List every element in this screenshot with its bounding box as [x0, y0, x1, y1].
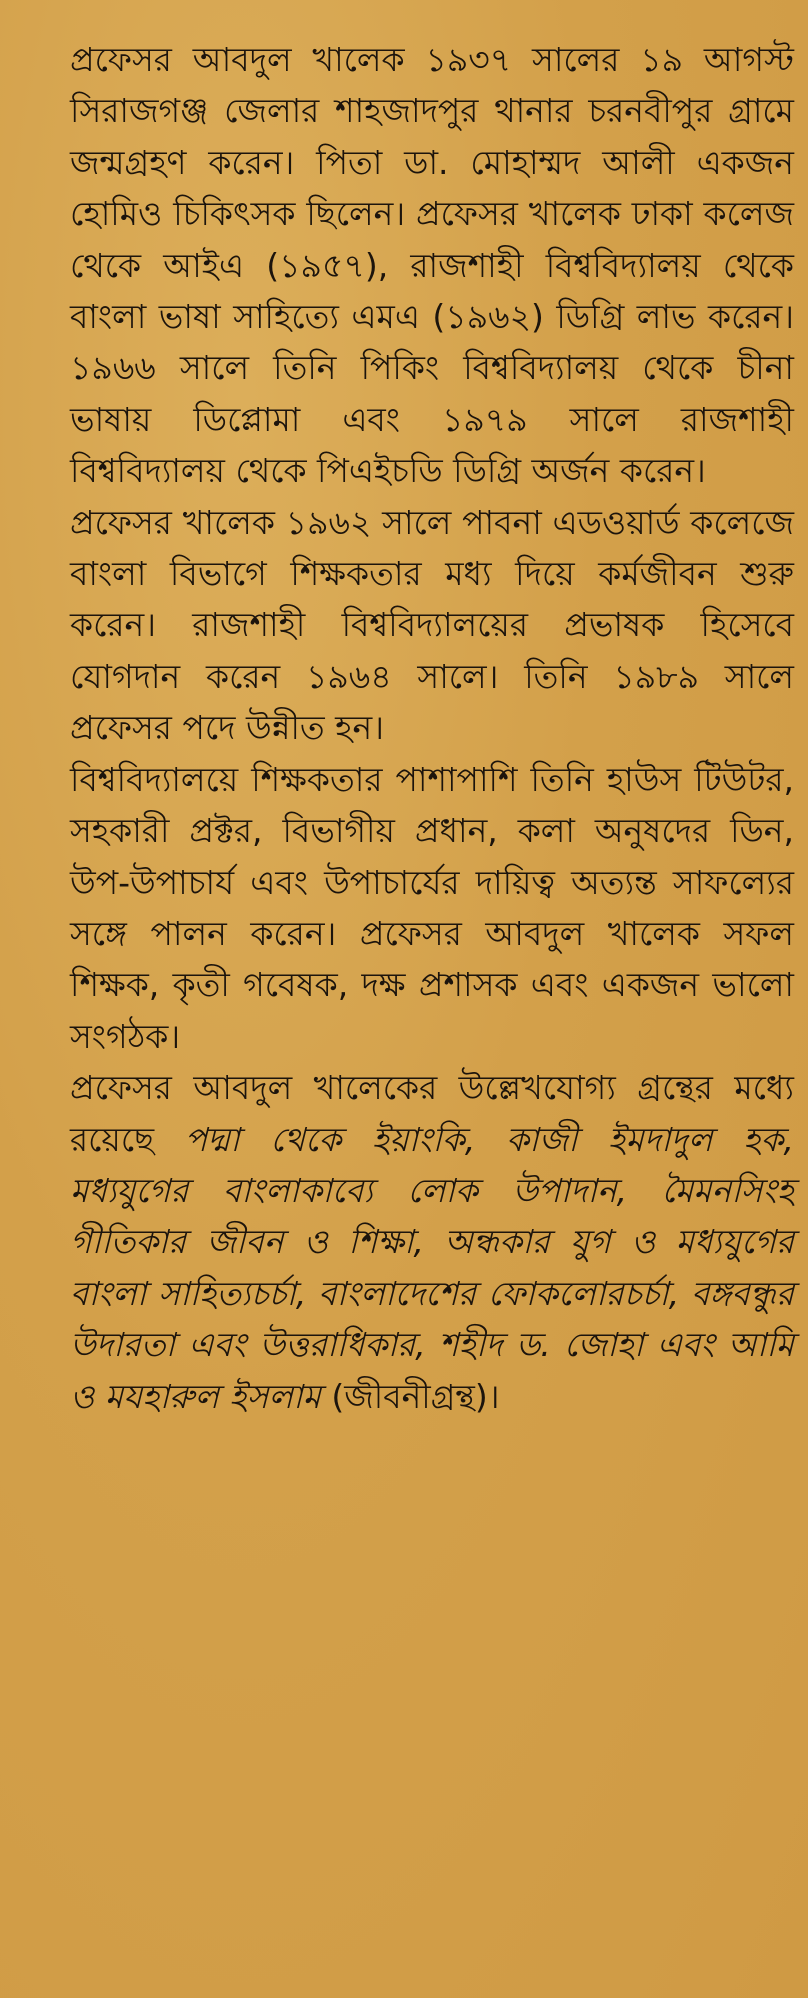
- separator: ,: [295, 1273, 319, 1313]
- book-title: বঙ্গবন্ধুর উদারতা এবং উত্তরাধিকার: [70, 1273, 795, 1365]
- book-title: পদ্মা থেকে ইয়াংকি: [184, 1119, 465, 1159]
- book-title: অন্ধকার যুগ ও মধ্যযুগের বাংলা সাহিত্যচর্চা: [70, 1222, 795, 1313]
- book-title: কাজী ইমদাদুল হক: [505, 1119, 784, 1159]
- separator: ,: [616, 1170, 662, 1210]
- separator: ,: [783, 1119, 794, 1159]
- book-title: মধ্যযুগের বাংলাকাব্যে লোক উপাদান: [70, 1170, 617, 1210]
- administration-paragraph: বিশ্ববিদ্যালয়ে শিক্ষকতার পাশাপাশি তিনি হাউস টিউটর, সহকারী প্রক্টর, বিভাগীয় প্রধান, কলা অনুষদের ডিন, উপ-উপাচার্য এবং উপাচার্যের দায়িত্ব অত্যন্ত সাফল্যের সঙ্গে পালন করেন। প্রফেসর আবদুল খালেক সফল শিক্ষক, কৃতী গবেষক, দক্ষ প্রশাসক এবং একজন ভালো সংগঠক।: [70, 759, 794, 1056]
- books-paragraph: [70, 1062, 794, 1422]
- separator: ,: [413, 1222, 445, 1262]
- separator: ,: [464, 1119, 506, 1159]
- career-paragraph: প্রফেসর খালেক ১৯৬২ সালে পাবনা এডওয়ার্ড কলেজে বাংলা বিভাগে শিক্ষকতার মধ্য দিয়ে কর্মজীবন শুরু করেন। রাজশাহী বিশ্ববিদ্যালয়ের প্রভাষক হিসেবে যোগদান করেন ১৯৬৪ সালে। তিনি ১৯৮৯ সালে প্রফেসর পদে উন্নীত হন।: [70, 502, 794, 748]
- separator: ,: [415, 1325, 439, 1365]
- book-title: বাংলাদেশের ফোকলোরচর্চা: [318, 1273, 669, 1313]
- book-title: মৈমনসিংহ গীতিকার জীবন ও শিক্ষা: [70, 1170, 794, 1262]
- books-tail: (জীবনীগ্রন্থ)।: [320, 1376, 500, 1416]
- separator: ,: [668, 1273, 692, 1313]
- books-intro: প্রফেসর আবদুল খালেকের উল্লেখযোগ্য গ্রন্থের মধ্যে রয়েছে: [70, 1068, 794, 1159]
- book-title: শহীদ ড. জোহা এবং আমি ও মযহারুল ইসলাম: [70, 1325, 795, 1416]
- biography-paragraph: প্রফেসর আবদুল খালেক ১৯৩৭ সালের ১৯ আগস্ট সিরাজগঞ্জ জেলার শাহজাদপুর থানার চরনবীপুর গ্রামে জন্মগ্রহণ করেন। পিতা ডা. মোহাম্মদ আলী একজন হোমিও চিকিৎসক ছিলেন। প্রফেসর খালেক ঢাকা কলেজ থেকে আইএ (১৯৫৭), রাজশাহী বিশ্ববিদ্যালয় থেকে বাংলা ভাষা সাহিত্যে এমএ (১৯৬২) ডিগ্রি লাভ করেন। ১৯৬৬ সালে তিনি পিকিং বিশ্ববিদ্যালয় থেকে চীনা ভাষায় ডিপ্লোমা এবং ১৯৭৯ সালে রাজশাহী বিশ্ববিদ্যালয় থেকে পিএইচডি ডিগ্রি অর্জন করেন।: [70, 40, 794, 491]
